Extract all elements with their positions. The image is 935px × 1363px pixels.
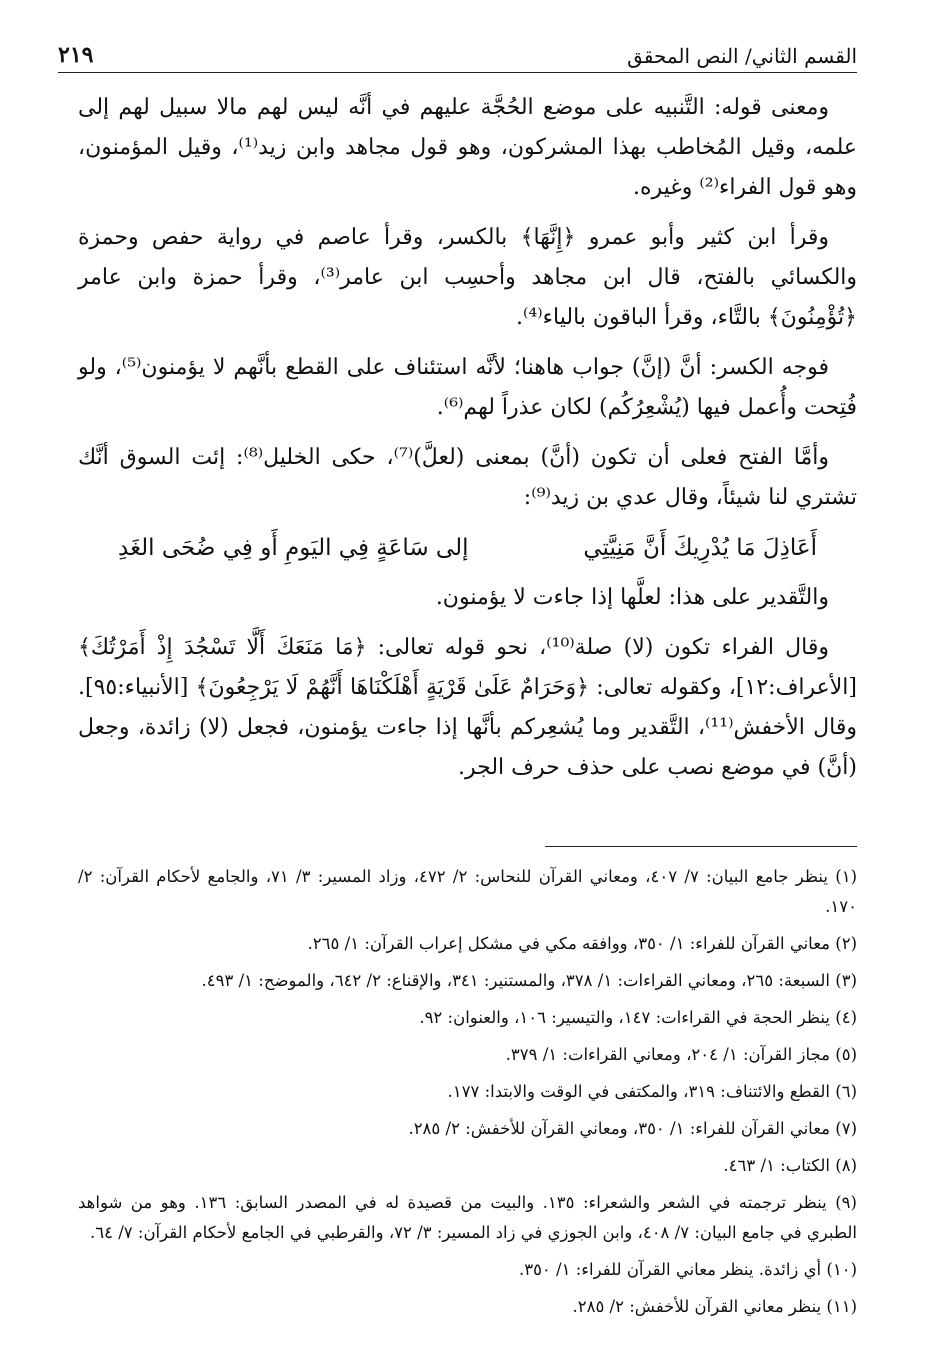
section-title: القسم الثاني/ النص المحقق [627, 44, 857, 68]
footnote-8: (٨) الكتاب: ١/ ٤٦٣. [723, 1156, 857, 1175]
paragraph-6: وقال الفراء تكون (لا) صلة⁽¹⁰⁾، نحو قوله تعالى: ﴿مَا مَنَعَكَ أَلَّا تَسْجُدَ إِذْ أَمَرْتُكَ﴾ [الأعراف:١٢]، وكقوله تعالى: ﴿وَحَرَامٌ عَلَىٰ قَرْيَةٍ أَهْلَكْنَاهَا أَنَّهُمْ لَا يَرْجِعُونَ﴾ [الأنبياء:٩٥]. وقال الأخفش⁽¹¹⁾، التَّقدير وما يُشعِركم بأنَّها إذا جاءت يؤمنون، فجعل (لا) زائدة، وجعل (أنَّ) في موضع نصب على حذف حرف الجر. [78, 635, 857, 780]
paragraph-2: وقرأ ابن كثير وأبو عمرو ﴿إِنَّهَا﴾ بالكسر، وقرأ عاصم في رواية حفص وحمزة والكسائي بالفتح، قال ابن مجاهد وأحسِب ابن عامر⁽³⁾، وقرأ حمزة وابن عامر ﴿تُؤْمِنُونَ﴾ بالتَّاء، وقرأ الباقون بالياء⁽⁴⁾. [78, 225, 858, 330]
footnote-11: (١١) ينظر معاني القرآن للأخفش: ٢/ ٢٨٥. [572, 1297, 857, 1316]
poetry-verse [78, 528, 857, 568]
footnote-7: (٧) معاني القرآن للفراء: ١/ ٣٥٠، ومعاني القرآن للأخفش: ٢/ ٢٨٥. [408, 1119, 857, 1138]
footnotes [78, 862, 857, 1329]
verse-second-hemistich: إلى سَاعَةٍ فِي اليَومِ أَو فِي ضُحَى الغَدِ [118, 535, 469, 561]
paragraph-5: والتَّقدير على هذا: لعلَّها إذا جاءت لا يؤمنون. [435, 585, 829, 610]
footnote-2: (٢) معاني القرآن للفراء: ١/ ٣٥٠، ووافقه مكي في مشكل إعراب القرآن: ١/ ٢٦٥. [307, 934, 857, 953]
footnote-1: (١) ينظر جامع البيان: ٧/ ٤٠٧، ومعاني القرآن للنحاس: ٢/ ٤٧٢، وزاد المسير: ٣/ ٧١، والجامع لأحكام القرآن: ٢/ ١٧٠. [78, 867, 857, 916]
page-number: ٢١٩ [58, 42, 94, 68]
footnote-4: (٤) ينظر الحجة في القراءات: ١٤٧، والتيسير: ١٠٦، والعنوان: ٩٢. [419, 1008, 857, 1027]
verse-first-hemistich: أَعَاذِلَ مَا يُدْرِيكَ أَنَّ مَنِيَّتِي [583, 535, 817, 561]
footnote-separator [545, 846, 857, 847]
footnote-9: (٩) ينظر ترجمته في الشعر والشعراء: ١٣٥. والبيت من قصيدة له في المصدر السابق: ١٣٦. وهو من شواهد الطبري في جامع البيان: ٧/ ٤٠٨، وابن الجوزي في زاد المسير: ٣/ ٧٢، والقرطبي في الجامع لأحكام القرآن: ٧/ ٦٤. [78, 1193, 857, 1242]
footnote-5: (٥) مجاز القرآن: ١/ ٢٠٤، ومعاني القراءات: ١/ ٣٧٩. [505, 1045, 857, 1064]
running-header [58, 30, 857, 73]
main-text [78, 88, 857, 798]
footnote-3: (٣) السبعة: ٢٦٥، ومعاني القراءات: ١/ ٣٧٨، والمستنير: ٣٤١، والإقناع: ٢/ ٦٤٢، والموضح: ١/ ٤٩٣. [201, 971, 857, 990]
footnote-10: (١٠) أي زائدة. ينظر معاني القرآن للفراء: ١/ ٣٥٠. [518, 1260, 857, 1279]
paragraph-1: ومعنى قوله: التَّنبيه على موضع الحُجَّة عليهم في أنَّه ليس لهم مالا سبيل لهم إلى علمه، وقيل المُخاطب بهذا المشركون، وهو قول مجاهد وابن زيد⁽¹⁾، وقيل المؤمنون، وهو قول الفراء⁽²⁾ وغيره. [78, 95, 858, 200]
footnote-6: (٦) القطع والائتناف: ٣١٩، والمكتفى في الوقت والابتدا: ١٧٧. [447, 1082, 857, 1101]
paragraph-3: فوجه الكسر: أنَّ (إنَّ) جواب هاهنا؛ لأنَّه استئناف على القطع بأنَّهم لا يؤمنون⁽⁵⁾، ولو فُتِحت وأُعمل فيها (يُشْعِرُكُم) لكان عذراً لهم⁽⁶⁾. [78, 355, 857, 420]
paragraph-4: وأمَّا الفتح فعلى أن تكون (أنَّ) بمعنى (لعلَّ)⁽⁷⁾، حكى الخليل⁽⁸⁾: إئت السوق أنَّك تشتري لنا شيئاً، وقال عدي بن زيد⁽⁹⁾: [78, 445, 857, 510]
